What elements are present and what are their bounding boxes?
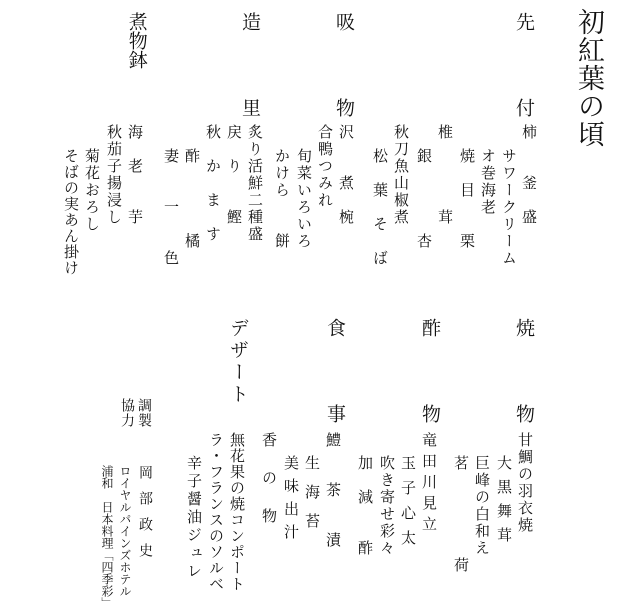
sunomono-item-2: 玉子心太 (399, 455, 417, 555)
shokuji-item-1: 鱧 茶 漬 (324, 432, 342, 557)
nimono-item-2: 秋茄子揚浸し (105, 124, 123, 226)
dessert-item-2: ラ・フランスのソルベ (207, 432, 225, 592)
course-suimono: 吸物 (333, 12, 355, 117)
tsukuri-item-3: 秋 か ま す (204, 124, 222, 243)
credit-hotel: ロイヤルパインズホテル (118, 465, 132, 597)
sakizuke-item-3: オ巻海老 (479, 148, 497, 216)
nimono-item-3: 菊花おろし (83, 148, 101, 233)
yakimono-item-1: 甘鯛の羽衣焼 (516, 432, 534, 534)
sunomono-item-4: 加 減 酢 (356, 455, 374, 557)
sakizuke-item-5: 椎 茸 (436, 124, 454, 226)
yakimono-item-3: 巨峰の白和え (473, 455, 491, 557)
nimono-item-1: 海 老 芋 (126, 124, 144, 226)
credit-chef-name: 岡部政史 (137, 465, 153, 569)
yakimono-item-2: 大黒舞茸 (495, 455, 513, 551)
sakizuke-item-6: 銀 杏 (415, 148, 433, 250)
sakizuke-item-7: 秋刀魚山椒煮 (392, 124, 410, 226)
suimono-item-4: かけら 餅 (273, 148, 291, 250)
sunomono-item-3: 吹き寄せ彩々 (378, 455, 396, 557)
nimono-item-4: そばの実あん掛け (62, 148, 80, 276)
sunomono-item-1: 竜田川見立 (420, 432, 438, 537)
shokuji-item-4: 香 の 物 (260, 432, 278, 527)
yakimono-item-4: 茗 荷 (452, 455, 470, 574)
tsukuri-item-1: 炙り活鮮二種盛 (246, 124, 264, 243)
course-sakizuke: 先付 (513, 12, 535, 117)
credit-restaurant: 浦和 日本料理「四季彩」 (100, 465, 114, 609)
course-yakimono: 焼物 (513, 318, 535, 423)
course-nimono: 煮物鉢 (125, 12, 148, 69)
sakizuke-item-4: 焼 目 栗 (458, 148, 476, 250)
shokuji-item-3: 美味出汁 (282, 455, 300, 547)
tsukuri-item-2: 戻 り 鰹 (225, 124, 243, 226)
tsukuri-item-4: 酢 橘 (183, 148, 201, 250)
course-tsukuri: 造里 (239, 12, 261, 117)
course-shokuji: 食事 (324, 318, 346, 423)
suimono-item-2: 合鴨つみれ (316, 124, 334, 209)
sakizuke-item-2: サワークリーム (500, 148, 518, 267)
sakizuke-item-8: 松 葉 そ ば (371, 148, 389, 267)
sakizuke-item-1: 柿 釜 盛 (520, 124, 538, 226)
credit-cooperation-label: 協力 (119, 398, 135, 428)
credit-supervision-label: 調製 (136, 398, 152, 428)
suimono-item-1: 沢 煮 椀 (337, 124, 355, 226)
menu-title: 初紅葉の頃 (573, 8, 604, 148)
suimono-item-3: 旬菜いろいろ (295, 148, 313, 250)
dessert-item-1: 無花果の焼コンポート (228, 432, 246, 592)
course-dessert: デザート (227, 318, 249, 406)
course-sunomono: 酢物 (419, 318, 441, 423)
dessert-item-3: 辛子醤油ジュレ (185, 455, 203, 581)
tsukuri-item-5: 妻 一 色 (162, 148, 180, 267)
shokuji-item-2: 生海苔 (303, 455, 321, 542)
